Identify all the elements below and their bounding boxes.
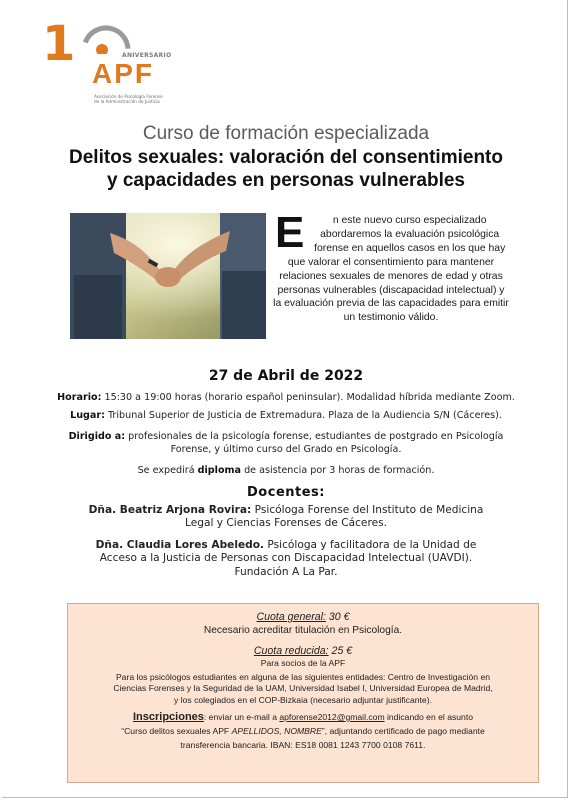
title-block [0,122,572,192]
dirigido-value: profesionales de la psicología forense, estudiantes de postgrado en Psicología [125,431,504,442]
logo-number: 1 [42,16,76,72]
docente-2-name: Dña. Claudia Lores Abeledo. [95,538,265,551]
lugar-value: Tribunal Superior de Justicia de Extremadura. Plaza de la Audiencia S/N (Cáceres). [104,410,502,421]
cuota-reducida [68,644,538,658]
apf-logo [42,14,202,109]
logo-subtitle-line: Asociación de Psicología Forense [94,94,163,99]
inscripciones-label: Inscripciones [132,710,204,723]
inscripciones-line [68,712,538,723]
asunto-post: ”, adjuntando certificado de pago mediante [321,726,485,737]
fees-box [67,603,539,783]
horario-line [0,391,572,404]
dirigido-label: Dirigido a: [68,431,126,442]
inscripciones-email-link[interactable]: apforense2012@gmail.com [279,711,385,722]
course-date: 27 de Abril de 2022 [208,368,364,384]
cuota-reducida-note: Para socios de la APF [260,658,346,668]
cuota-general [68,610,538,624]
logo-brand: APF [92,58,154,89]
cuota-reducida-label: Cuota reducida: [253,645,329,657]
asunto-line [68,726,538,737]
lugar-line [0,409,572,422]
intro-text: n este nuevo curso especializado abordaremos la evaluación psicológica forense en aquellos casos en los que hay que valorar el consentimiento para mantener relaciones sexuales de menores de edad y otras personas vulnerables (discapacidad intelectual) y la evaluación previa de las capacidades para emitir un testimonio válido. [273,215,509,324]
diploma-pre: Se expedirá [137,465,198,476]
docente-2-desc-2: Acceso a la Justicia de Personas con Discapacidad Intelectual (UAVDI). [99,552,473,565]
dirigido-line-2: Forense, y último curso del Grado en Psicología. [170,444,402,455]
logo-arc-graphic [76,20,136,54]
horario-value: 15:30 a 19:00 horas (horario español peninsular). Modalidad híbrida mediante Zoom. [101,392,515,403]
docente-2-desc-3: Fundación A La Par. [234,565,338,578]
cuota-general-note: Necesario acreditar titulación en Psicología. [203,625,403,636]
docente-1 [0,504,572,531]
docente-1-desc-2: Legal y Ciencias Forenses de Cáceres. [185,517,387,530]
iban-line: transferencia bancaria. IBAN: ES18 0081 1243 7700 0108 7611. [180,740,426,751]
entidades-line-3: y los colegiados en el COP-Bizkaia (necesario adjuntar justificante). [174,694,432,705]
docente-1-name: Dña. Beatriz Arjona Rovira: [88,504,252,516]
cuota-reducida-value: 25 € [328,645,353,657]
docente-1-desc: Psicóloga Forense del Instituto de Medicina [251,504,484,516]
intro-paragraph [273,208,509,325]
diploma-bold: diploma [197,465,242,476]
docentes-heading: Docentes: [247,485,325,500]
dirigido-line [0,430,572,443]
asunto-pre: “Curso delitos sexuales APF [121,726,232,737]
inscripciones-post: indicando en el asunto [384,711,474,722]
logo-aniversario: ANIVERSARIO [122,52,172,59]
lugar-label: Lugar: [70,410,105,421]
course-title-line-1: Delitos sexuales: valoración del consentimiento [69,147,503,168]
entidades-line-2: Ciencias Forenses y la Seguridad de la UAM, Universidad Isabel I, Universidad Europea de Madrid, [113,683,493,694]
diploma-line [0,464,572,477]
inscripciones-pre: : enviar un e-mail a [203,711,280,722]
horario-label: Horario: [57,392,102,403]
asunto-italic: APELLIDOS, NOMBRE [231,726,322,737]
logo-subtitle-line: de la Administración de Justicia [94,99,160,104]
cuota-general-label: Cuota general: [256,611,326,623]
holding-hands-photo [70,213,266,339]
intro-dropcap: E [275,208,305,257]
photo-illustration [70,213,266,339]
logo-subtitle [94,94,214,104]
docente-2 [0,539,572,579]
diploma-post: de asistencia por 3 horas de formación. [241,465,435,476]
cuota-general-value: 30 € [325,611,350,623]
course-type: Curso de formación especializada [142,123,430,144]
docente-2-desc: Psicóloga y facilitadora de la Unidad de [264,538,477,551]
course-details [0,368,572,579]
course-title-line-2: y capacidades en personas vulnerables [106,170,465,191]
entidades-line-1: Para los psicólogos estudiantes en alguna de las siguientes entidades: Centro de Investigación en [115,672,491,683]
